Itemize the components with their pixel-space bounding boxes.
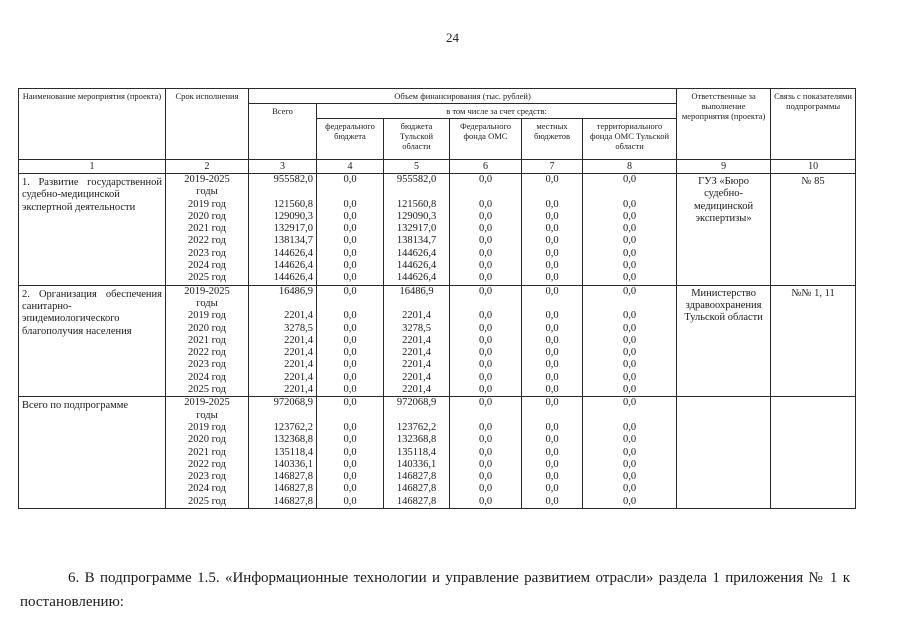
header-territorial-oms: территориального фонда ОМС Тульской области [583,119,677,160]
cell-value: 16486,9 [399,285,434,297]
cell-value [320,410,380,422]
cell-value: 2201,4 [284,334,313,346]
cell-value: 0,0 [478,223,493,235]
header-name: Наименование мероприятия (проекта) [19,89,166,160]
column-number: 5 [384,160,450,174]
cell-value: 0,0 [622,247,637,259]
page-number: 24 [446,30,459,45]
cell-value: 2024 год [188,371,226,383]
cell-value: 2201,4 [402,359,431,371]
cell-value: 2023 год [188,359,226,371]
cell-value: 0,0 [622,260,637,272]
header-link: Связь с показателями подпрограммы [771,89,856,160]
cell-value [586,298,673,310]
cell-value: 0,0 [545,310,559,322]
cell-value: 0,0 [545,247,559,259]
cell-value: 0,0 [545,223,559,235]
header-regional: бюджета Тульской области [384,119,450,160]
cell-value: 0,0 [622,384,637,396]
cell-value: 2019 год [188,198,226,210]
cell-value: 0,0 [478,247,493,259]
cell-value: 2019-2025 [184,285,230,297]
cell-value: 0,0 [343,434,357,446]
cell-value: 0,0 [343,446,357,458]
cell-value: 132917,0 [396,223,437,235]
cell-value: 3278,5 [284,322,313,334]
regional-stack [384,285,450,397]
federal-oms-stack [450,285,522,397]
cell-value: 123762,2 [396,421,437,433]
total-stack [249,174,317,286]
cell-value: 0,0 [478,446,493,458]
cell-value: 0,0 [478,359,493,371]
cell-value: годы [196,409,218,421]
cell-value: 2201,4 [284,347,313,359]
cell-value: 0,0 [545,334,559,346]
term-stack [166,285,249,397]
cell-value: 0,0 [343,272,357,284]
indicator-link-cell: № 85 [771,174,856,286]
cell-value: 2025 год [188,272,226,284]
cell-value [320,298,380,310]
cell-value: 0,0 [545,174,559,185]
cell-value: 0,0 [622,334,637,346]
header-federal: федерального бюджета [317,119,384,160]
federal-stack [317,174,384,286]
cell-value: 0,0 [622,174,637,185]
cell-value [586,410,673,422]
header-funding: Объем финансирования (тыс. рублей) [249,89,677,104]
cell-value: 0,0 [343,458,357,470]
cell-value: 0,0 [622,434,637,446]
responsible-cell: ГУЗ «Бюро судебно-медицинской экспертизы» [677,174,771,286]
responsible-cell: Министерство здравоохранения Тульской области [677,285,771,397]
cell-value: 132917,0 [273,223,313,235]
cell-value: 132368,8 [396,434,437,446]
cell-value: 2023 год [188,247,226,259]
cell-value: 2021 год [188,334,226,346]
cell-value: 140336,1 [396,458,437,470]
cell-value: 146827,8 [396,495,437,507]
cell-value: 0,0 [478,310,493,322]
cell-value: 2201,4 [402,384,431,396]
cell-value: 0,0 [622,471,637,483]
cell-value: 0,0 [343,223,357,235]
cell-value: 0,0 [343,359,357,371]
federal-oms-stack [450,397,522,509]
cell-value: 2020 год [188,434,226,446]
cell-value: 121560,8 [273,198,313,210]
cell-value: 0,0 [622,421,637,433]
cell-value: 2201,4 [284,384,313,396]
cell-value: 0,0 [622,483,637,495]
cell-value: 135118,4 [274,446,313,458]
cell-value: 0,0 [545,359,559,371]
header-federal-oms: Федерального фонда ОМС [450,119,522,160]
cell-value: 2019-2025 [184,397,230,409]
cell-value: 2023 год [188,471,226,483]
cell-value [387,186,446,198]
cell-value: 0,0 [478,495,493,507]
cell-value: 2021 год [188,446,226,458]
body-paragraph: 6. В подпрограмме 1.5. «Информационные технологии и управление развитием отрасли» раздела 1 приложения № 1 к постановлению: [20,570,850,610]
cell-value: 955582,0 [396,174,437,185]
cell-value: годы [196,186,218,198]
cell-value: 146827,8 [273,483,313,495]
indicator-link-cell: №№ 1, 11 [771,285,856,397]
cell-value: 0,0 [478,458,493,470]
cell-value: 972068,9 [396,397,437,409]
cell-value: 2022 год [188,347,226,359]
cell-value: годы [196,297,218,309]
cell-value: 144626,4 [273,247,313,259]
cell-value [387,298,446,310]
cell-value: 0,0 [478,174,493,185]
cell-value [252,298,313,310]
federal-stack [317,397,384,509]
activity-name: 1. Развитие государственной судебно-медицинской экспертной деятельности [19,174,166,286]
cell-value: 0,0 [343,198,357,210]
territorial-oms-stack [583,397,677,509]
cell-value: 2019 год [188,310,226,322]
cell-value: 146827,8 [396,471,437,483]
cell-value: 0,0 [478,384,493,396]
cell-value [525,298,579,310]
cell-value: 0,0 [545,347,559,359]
cell-value: 0,0 [343,471,357,483]
cell-value: 0,0 [343,421,357,433]
cell-value: 0,0 [622,322,637,334]
cell-value: 144626,4 [396,272,437,284]
cell-value: 0,0 [343,495,357,507]
cell-value: 129090,3 [396,210,437,222]
cell-value: 2201,4 [402,310,431,322]
cell-value: 0,0 [343,347,357,359]
term-stack [166,397,249,509]
column-number: 9 [677,160,771,174]
cell-value: 0,0 [478,285,493,297]
cell-value: 0,0 [545,371,559,383]
cell-value: 138134,7 [396,235,437,247]
cell-value: 135118,4 [397,446,436,458]
cell-value: 2020 год [188,210,226,222]
cell-value: 0,0 [343,483,357,495]
cell-value: 0,0 [545,471,559,483]
cell-value: 0,0 [343,397,357,409]
cell-value: 0,0 [478,421,493,433]
cell-value: 0,0 [545,397,559,409]
cell-value [387,410,446,422]
cell-value: 0,0 [545,421,559,433]
cell-value: 0,0 [622,223,637,235]
cell-value: 2025 год [188,495,226,507]
cell-value: 140336,1 [273,458,313,470]
cell-value: 0,0 [545,272,559,284]
responsible-cell [677,397,771,509]
cell-value: 0,0 [622,285,637,297]
cell-value: 2020 год [188,322,226,334]
cell-value: 132368,8 [273,434,313,446]
cell-value: 0,0 [343,285,357,297]
column-number: 3 [249,160,317,174]
cell-value: 2201,4 [284,310,313,322]
cell-value: 0,0 [622,272,637,284]
header-term: Срок исполнения [166,89,249,160]
cell-value: 0,0 [545,483,559,495]
cell-value: 0,0 [622,310,637,322]
cell-value: 2201,4 [284,371,313,383]
cell-value: 2201,4 [284,359,313,371]
header-local: местных бюджетов [522,119,583,160]
term-stack [166,174,249,286]
cell-value: 0,0 [343,371,357,383]
cell-value: 0,0 [545,495,559,507]
cell-value: 16486,9 [278,285,313,297]
territorial-oms-stack [583,285,677,397]
header-including: в том числе за счет средств: [317,104,677,119]
cell-value: 0,0 [622,359,637,371]
cell-value: 0,0 [478,397,493,409]
cell-value: 0,0 [545,235,559,247]
cell-value: 0,0 [478,210,493,222]
cell-value [525,186,579,198]
local-stack [522,397,583,509]
cell-value: 144626,4 [396,247,437,259]
federal-stack [317,285,384,397]
cell-value: 123762,2 [273,421,313,433]
table-row [19,174,856,286]
cell-value: 2024 год [188,260,226,272]
territorial-oms-stack [583,174,677,286]
cell-value: 0,0 [343,322,357,334]
cell-value: 2201,4 [402,347,431,359]
table-row [19,285,856,397]
cell-value: 129090,3 [273,210,313,222]
cell-value: 0,0 [343,384,357,396]
activity-name: 2. Организация обеспечения санитарно-эпидемиологического благополучия населения [19,285,166,397]
local-stack [522,285,583,397]
cell-value: 0,0 [478,347,493,359]
regional-stack [384,397,450,509]
cell-value: 0,0 [622,397,637,409]
cell-value: 2021 год [188,223,226,235]
cell-value: 0,0 [545,210,559,222]
cell-value: 0,0 [343,247,357,259]
column-number: 10 [771,160,856,174]
cell-value: 0,0 [622,347,637,359]
cell-value: 0,0 [478,198,493,210]
cell-value: 2022 год [188,458,226,470]
table-row [19,397,856,509]
cell-value: 2019 год [188,421,226,433]
cell-value: 0,0 [478,235,493,247]
cell-value [525,410,579,422]
cell-value: 0,0 [622,458,637,470]
cell-value: 0,0 [622,235,637,247]
cell-value [320,186,380,198]
cell-value: 0,0 [622,371,637,383]
column-number: 1 [19,160,166,174]
cell-value: 0,0 [343,310,357,322]
cell-value: 144626,4 [273,260,313,272]
cell-value: 0,0 [545,458,559,470]
column-number: 7 [522,160,583,174]
cell-value: 0,0 [622,210,637,222]
cell-value: 138134,7 [273,235,313,247]
cell-value: 2022 год [188,235,226,247]
cell-value: 0,0 [545,285,559,297]
cell-value: 144626,4 [273,272,313,284]
cell-value: 0,0 [343,210,357,222]
cell-value: 955582,0 [273,174,313,185]
cell-value: 2025 год [188,384,226,396]
cell-value [453,298,518,310]
cell-value: 0,0 [478,471,493,483]
cell-value: 2201,4 [402,371,431,383]
column-number: 6 [450,160,522,174]
cell-value: 0,0 [343,174,357,185]
cell-value: 0,0 [478,322,493,334]
column-number: 4 [317,160,384,174]
cell-value: 0,0 [343,260,357,272]
cell-value [252,410,313,422]
total-stack [249,285,317,397]
cell-value: 0,0 [622,495,637,507]
cell-value: 0,0 [343,334,357,346]
regional-stack [384,174,450,286]
cell-value: 0,0 [478,260,493,272]
column-number: 2 [166,160,249,174]
cell-value: 146827,8 [273,471,313,483]
local-stack [522,174,583,286]
indicator-link-cell [771,397,856,509]
header-total: Всего [249,104,317,160]
cell-value [453,186,518,198]
cell-value: 0,0 [622,446,637,458]
column-numbers-row [19,160,856,174]
cell-value [252,186,313,198]
header-responsible: Ответственные за выполнение мероприятия (проекта) [677,89,771,160]
cell-value: 146827,8 [273,495,313,507]
activity-name: Всего по подпрограмме [19,397,166,509]
cell-value: 0,0 [478,272,493,284]
cell-value: 0,0 [545,434,559,446]
cell-value: 0,0 [622,198,637,210]
cell-value: 0,0 [545,198,559,210]
cell-value: 3278,5 [402,322,431,334]
cell-value: 121560,8 [396,198,437,210]
cell-value: 2024 год [188,483,226,495]
cell-value: 0,0 [478,483,493,495]
cell-value: 0,0 [343,235,357,247]
cell-value: 0,0 [545,384,559,396]
cell-value [453,410,518,422]
cell-value [586,186,673,198]
cell-value: 2201,4 [402,334,431,346]
cell-value: 0,0 [545,322,559,334]
federal-oms-stack [450,174,522,286]
cell-value: 972068,9 [273,397,313,409]
cell-value: 0,0 [545,446,559,458]
cell-value: 146827,8 [396,483,437,495]
cell-value: 0,0 [478,371,493,383]
cell-value: 0,0 [545,260,559,272]
cell-value: 0,0 [478,334,493,346]
column-number: 8 [583,160,677,174]
cell-value: 144626,4 [396,260,437,272]
total-stack [249,397,317,509]
financing-table [18,88,856,509]
cell-value: 2019-2025 [184,174,230,185]
cell-value: 0,0 [478,434,493,446]
